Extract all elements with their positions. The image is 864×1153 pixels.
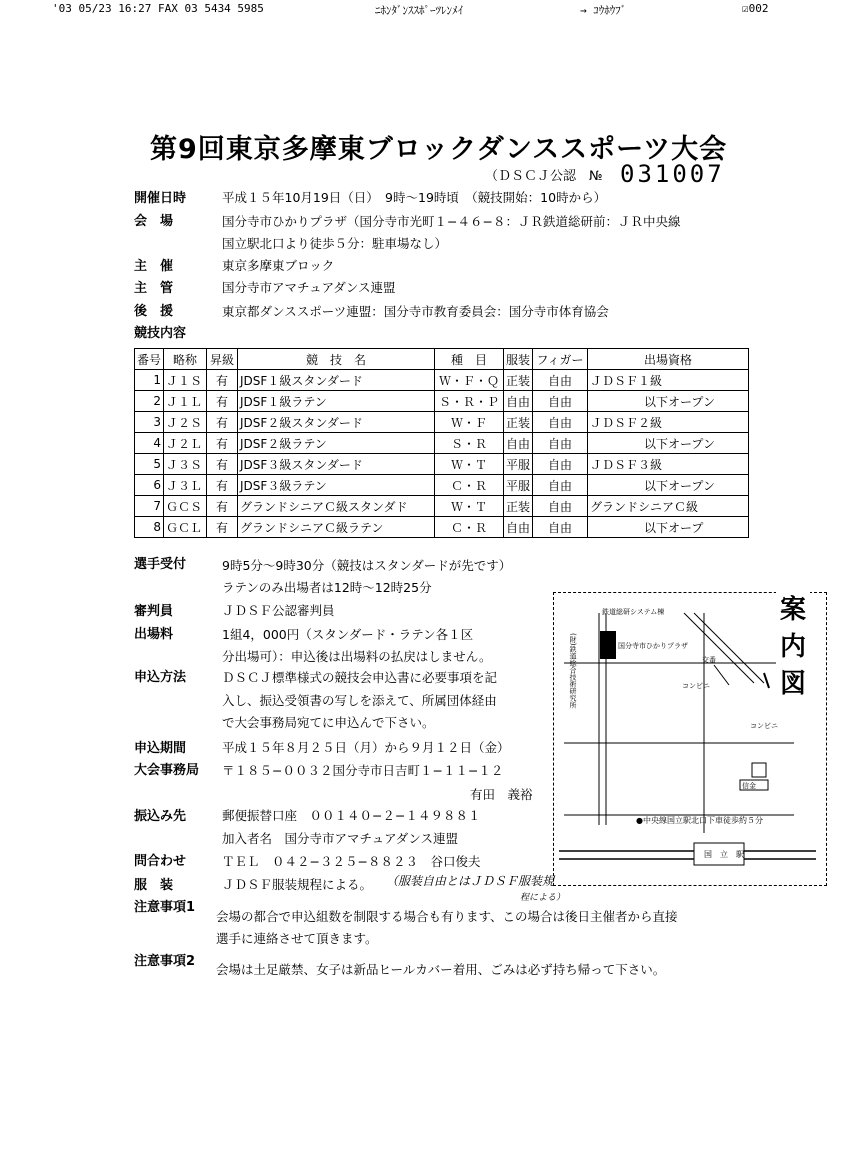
cell-dress: 正装 (504, 496, 533, 517)
apply-line-3: で大会事務局宛てに申込んで下さい。 (222, 715, 435, 730)
office-label: 大会事務局 (134, 763, 200, 778)
table-row (135, 475, 749, 496)
cell-qualification: 以下オープン (588, 433, 749, 454)
dress-value: ＪＤＳＦ服装規程による。 (222, 877, 373, 892)
cell-promotion: 有 (207, 454, 238, 475)
cell-promotion: 有 (207, 475, 238, 496)
cell-number: 2 (135, 391, 164, 412)
map-konbini-2: コンビニ (750, 722, 778, 730)
table-row (135, 412, 749, 433)
events-table (134, 348, 749, 538)
document-title: 第9回東京多摩東ブロックダンススポーツ大会 (150, 134, 728, 165)
cell-figure: 自由 (533, 433, 588, 454)
office-person: 有田 義裕 (470, 787, 533, 802)
dscj-approval: （ＤＳＣＪ公認 № (485, 169, 603, 184)
judge-value: ＪＤＳＦ公認審判員 (222, 603, 335, 618)
reception-line-1: 9時5分〜9時30分（競技はスタンダードが先です） (222, 558, 512, 573)
cell-event-name: JDSF３級スタンダード (238, 454, 435, 475)
cell-event-name: JDSF３級ラテン (238, 475, 435, 496)
cell-figure: 自由 (533, 370, 588, 391)
apply-line-1: ＤＳＣＪ標準様式の競技会申込書に必要事項を記 (222, 670, 498, 685)
cell-abbrev: ＧＣＳ (164, 496, 207, 517)
judge-label: 審判員 (134, 604, 174, 619)
map-konbini-1: コンビニ (682, 682, 710, 690)
cell-dress: 自由 (504, 391, 533, 412)
cell-qualification: 以下オープン (588, 391, 749, 412)
map-bank: 信金 (742, 782, 756, 790)
apply-line-2: 入し、振込受領書の写しを添えて、所属団体経由 (222, 693, 497, 708)
cell-dress: 自由 (504, 517, 533, 538)
cell-abbrev: Ｊ２Ｌ (164, 433, 207, 454)
cell-number: 3 (135, 412, 164, 433)
cell-figure: 自由 (533, 517, 588, 538)
manage-value: 国分寺市アマチュアダンス連盟 (222, 280, 396, 295)
cell-abbrev: Ｊ１Ｌ (164, 391, 207, 412)
table-row (135, 496, 749, 517)
cell-number: 1 (135, 370, 164, 391)
map-title-char-2: 内 (779, 632, 806, 662)
doc-number: 031007 (620, 160, 725, 188)
cell-abbrev: Ｊ２Ｓ (164, 412, 207, 433)
reception-label: 選手受付 (134, 557, 187, 572)
col-dances: 種 目 (435, 349, 504, 370)
date-label: 開催日時 (134, 191, 187, 206)
cell-event-name: JDSF２級スタンダード (238, 412, 435, 433)
cell-abbrev: Ｊ１Ｓ (164, 370, 207, 391)
col-dress: 服装 (504, 349, 533, 370)
venue-value-2: 国立駅北口より徒歩５分：駐車場なし） (222, 236, 448, 251)
deadline-value: 平成１５年８月２５日（月）から９月１２日（金） (222, 740, 510, 755)
note1-line-1: 会場の都合で申込組数を制限する場合も有ります、この場合は後日主催者から直接 (216, 909, 678, 924)
col-figure: フィガー (533, 349, 588, 370)
map-koban: 交番 (702, 656, 716, 664)
apply-label: 申込方法 (134, 670, 187, 685)
support-value: 東京都ダンススポーツ連盟：国分寺市教育委員会：国分寺市体育協会 (222, 304, 609, 319)
note1-line-2: 選手に連絡させて頂きます。 (216, 931, 378, 946)
cell-dances: Ｓ・Ｒ (435, 433, 504, 454)
date-value: 平成１５年10月19日（日） 9時〜19時頃 （競技開始：10時から） (222, 190, 607, 205)
cell-number: 5 (135, 454, 164, 475)
table-row (135, 454, 749, 475)
cell-dress: 平服 (504, 475, 533, 496)
fax-recipient: → ｺｳﾎｳﾌﾞ (580, 4, 627, 17)
map-title-char-1: 案 (779, 595, 806, 625)
cell-event-name: JDSF１級ラテン (238, 391, 435, 412)
fax-page: ☑002 (742, 2, 769, 15)
host-value: 東京多摩東ブロック (222, 258, 335, 273)
reception-line-2: ラテンのみ出場者は12時〜12時25分 (222, 580, 432, 595)
note2-value: 会場は土足厳禁、女子は新品ヒールカバー着用、ごみは必ず持ち帰って下さい。 (216, 962, 666, 977)
cell-dances: Ｗ・Ｔ (435, 454, 504, 475)
fee-line-1: 1組4，000円（スタンダード・ラテン各１区 (222, 627, 474, 642)
map-plaza: 国分寺市ひかりプラザ (618, 642, 688, 650)
bank-value: 郵便振替口座 ００１４０−２−１４９８８１ (222, 808, 481, 823)
map-railway-system: 鉄道総研システム棟 (602, 608, 665, 616)
contact-label: 問合わせ (134, 854, 187, 869)
cell-dances: Ｃ・Ｒ (435, 517, 504, 538)
cell-event-name: グランドシニアＣ級ラテン (238, 517, 435, 538)
cell-promotion: 有 (207, 370, 238, 391)
dress-label: 服 装 (134, 878, 174, 893)
table-row (135, 370, 749, 391)
cell-dress: 平服 (504, 454, 533, 475)
table-row (135, 517, 749, 538)
cell-dress: 正装 (504, 370, 533, 391)
support-label: 後 援 (134, 304, 174, 319)
table-row (135, 433, 749, 454)
cell-number: 6 (135, 475, 164, 496)
map-title (776, 592, 810, 703)
cell-dances: Ｗ・Ｆ (435, 412, 504, 433)
cell-event-name: グランドシニアＣ級スタンダド (238, 496, 435, 517)
cell-number: 8 (135, 517, 164, 538)
host-label: 主 催 (134, 259, 174, 274)
cell-promotion: 有 (207, 517, 238, 538)
cell-abbrev: ＧＣＬ (164, 517, 207, 538)
cell-promotion: 有 (207, 433, 238, 454)
bank-name: 加入者名 国分寺市アマチュアダンス連盟 (222, 831, 459, 846)
cell-dances: Ｗ・Ｆ・Ｑ (435, 370, 504, 391)
deadline-label: 申込期間 (134, 741, 187, 756)
cell-figure: 自由 (533, 412, 588, 433)
cell-figure: 自由 (533, 475, 588, 496)
dress-handwritten-note-2: 程による） (520, 893, 566, 903)
note2-label: 注意事項2 (134, 954, 196, 969)
cell-figure: 自由 (533, 454, 588, 475)
cell-qualification: ＪＤＳＦ３級 (588, 454, 749, 475)
cell-qualification: グランドシニアＣ級 (588, 496, 749, 517)
manage-label: 主 管 (134, 281, 174, 296)
fax-datetime: '03 05/23 16:27 FAX 03 5434 5985 (52, 2, 264, 15)
map-station: 国 立 駅 (704, 850, 744, 859)
cell-abbrev: Ｊ３Ｌ (164, 475, 207, 496)
cell-promotion: 有 (207, 391, 238, 412)
cell-dress: 正装 (504, 412, 533, 433)
col-abbrev: 略称 (164, 349, 207, 370)
map-walk-note: ●中央線国立駅北口下車徒歩約５分 (636, 816, 763, 825)
dress-handwritten-note: （服装自由とはＪＤＳＦ服装規 (386, 874, 555, 888)
cell-dances: Ｃ・Ｒ (435, 475, 504, 496)
col-promotion: 昇級 (207, 349, 238, 370)
cell-event-name: JDSF１級スタンダード (238, 370, 435, 391)
table-header-row (135, 349, 749, 370)
cell-number: 7 (135, 496, 164, 517)
venue-value-1: 国分寺市ひかりプラザ（国分寺市光町１−４６−８：ＪＲ鉄道総研前：ＪＲ中央線 (222, 214, 681, 229)
cell-promotion: 有 (207, 496, 238, 517)
map-title-char-3: 図 (779, 669, 806, 699)
fee-label: 出場料 (134, 627, 174, 642)
cell-dress: 自由 (504, 433, 533, 454)
cell-dances: Ｓ・Ｒ・Ｐ (435, 391, 504, 412)
cell-figure: 自由 (533, 391, 588, 412)
cell-number: 4 (135, 433, 164, 454)
cell-figure: 自由 (533, 496, 588, 517)
cell-qualification: 以下オープン (588, 475, 749, 496)
cell-event-name: JDSF２級ラテン (238, 433, 435, 454)
cell-promotion: 有 (207, 412, 238, 433)
fee-line-2: 分出場可）：申込後は出場料の払戻はしません。 (222, 649, 492, 664)
events-label: 競技内容 (134, 326, 187, 341)
contact-value: ＴＥＬ ０４２−３２５−８８２３ 谷口俊夫 (222, 854, 481, 869)
note1-label: 注意事項1 (134, 900, 196, 915)
col-qualification: 出場資格 (588, 349, 749, 370)
venue-label: 会 場 (134, 214, 174, 229)
map-research-institute: (財)鉄道総合技術研究所 (569, 633, 577, 709)
cell-dances: Ｗ・Ｔ (435, 496, 504, 517)
fax-sender: ﾆﾎﾝﾀﾞﾝｽｽﾎﾟｰﾂﾚﾝﾒｲ (375, 4, 463, 17)
cell-qualification: 以下オープ (588, 517, 749, 538)
table-row (135, 391, 749, 412)
col-event-name: 競 技 名 (238, 349, 435, 370)
bank-label: 振込み先 (134, 809, 187, 824)
office-value: 〒１８５−００３２国分寺市日吉町１−１１−１２ (222, 763, 504, 778)
cell-qualification: ＪＤＳＦ１級 (588, 370, 749, 391)
cell-qualification: ＪＤＳＦ２級 (588, 412, 749, 433)
cell-abbrev: Ｊ３Ｓ (164, 454, 207, 475)
col-number: 番号 (135, 349, 164, 370)
